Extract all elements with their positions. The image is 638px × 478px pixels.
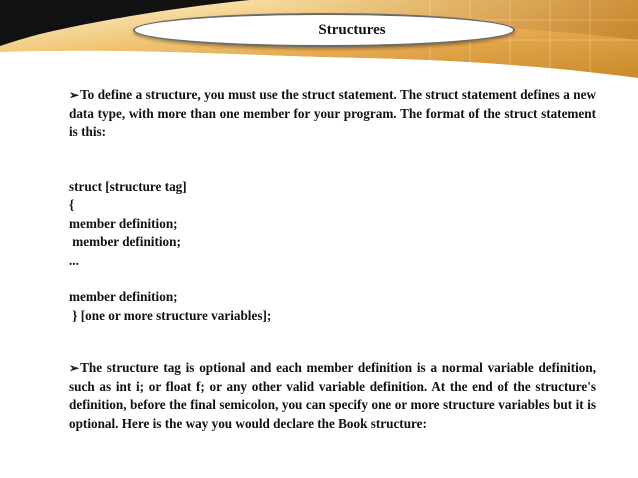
code-block-1 — [69, 178, 596, 271]
slide-title: Structures — [318, 21, 386, 38]
paragraph-1 — [69, 86, 596, 142]
title-banner — [133, 13, 515, 47]
arrow-bullet-icon: ➢ — [69, 88, 80, 102]
code-line: member definition; — [69, 289, 178, 304]
paragraph-2 — [69, 359, 596, 433]
code-line: ... — [69, 252, 79, 268]
code-line: member definition; — [69, 215, 178, 231]
arrow-bullet-icon: ➢ — [69, 361, 80, 375]
slide-content — [69, 86, 596, 433]
paragraph-1-text: To define a structure, you must use the struct statement. The struct statement defines a new data type, with more than one member for your program. The format of the struct statement is this: — [69, 87, 596, 139]
code-line: struct [structure tag] — [69, 178, 187, 194]
code-line: } [one or more structure variables]; — [69, 307, 272, 323]
code-line: member definition; — [69, 234, 181, 249]
code-line: { — [69, 197, 75, 212]
code-block-2 — [69, 288, 596, 325]
paragraph-2-text: The structure tag is optional and each member definition is a normal variable definition, such as int i; or float f; or any other valid variable definition. At the end of the structure's definition, before the final semicolon, you can specify one or more structure variables but it is optional. Here is the way you would declare the Book structure: — [69, 360, 596, 431]
